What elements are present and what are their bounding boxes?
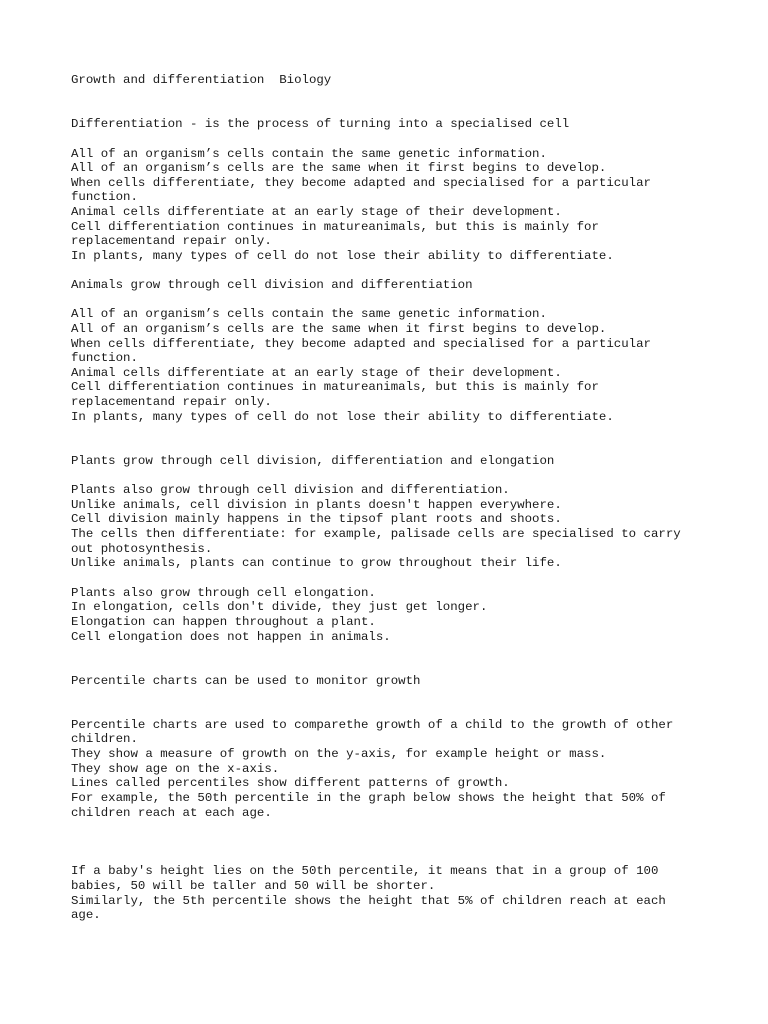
text-line: replacementand repair only. <box>71 234 272 248</box>
text-line: They show age on the x-axis. <box>71 762 280 776</box>
text-line: out photosynthesis. <box>71 542 213 556</box>
text-line: children reach at each age. <box>71 806 272 820</box>
text-line: function. <box>71 190 138 204</box>
text-line: For example, the 50th percentile in the graph below shows the height that 50% of <box>71 791 666 805</box>
section-heading-percentile: Percentile charts can be used to monitor growth <box>71 674 421 688</box>
text-line: They show a measure of growth on the y-axis, for example height or mass. <box>71 747 607 761</box>
text-line: Cell elongation does not happen in animals. <box>71 630 391 644</box>
text-line: children. <box>71 732 138 746</box>
text-line: Lines called percentiles show different patterns of growth. <box>71 776 510 790</box>
text-line: The cells then differentiate: for example, palisade cells are specialised to carry <box>71 527 681 541</box>
text-line: When cells differentiate, they become adapted and specialised for a particular <box>71 176 651 190</box>
text-line: When cells differentiate, they become adapted and specialised for a particular <box>71 337 651 351</box>
text-line: Animal cells differentiate at an early stage of their development. <box>71 366 562 380</box>
text-line: Cell division mainly happens in the tipsof plant roots and shoots. <box>71 512 562 526</box>
text-line: Unlike animals, plants can continue to grow throughout their life. <box>71 556 562 570</box>
text-line: replacementand repair only. <box>71 395 272 409</box>
section-heading-differentiation: Differentiation - is the process of turning into a specialised cell <box>71 117 570 131</box>
text-line: Animal cells differentiate at an early stage of their development. <box>71 205 562 219</box>
text-line: Similarly, the 5th percentile shows the height that 5% of children reach at each <box>71 894 666 908</box>
text-line: Percentile charts are used to comparethe growth of a child to the growth of other <box>71 718 674 732</box>
text-line: All of an organism’s cells contain the same genetic information. <box>71 147 547 161</box>
text-line: function. <box>71 351 138 365</box>
section-heading-animals: Animals grow through cell division and differentiation <box>71 278 473 292</box>
text-line: All of an organism’s cells are the same when it first begins to develop. <box>71 161 607 175</box>
section-heading-plants: Plants grow through cell division, differentiation and elongation <box>71 454 555 468</box>
text-line: In plants, many types of cell do not lose their ability to differentiate. <box>71 249 614 263</box>
text-line: Cell differentiation continues in matureanimals, but this is mainly for <box>71 380 599 394</box>
text-line: If a baby's height lies on the 50th percentile, it means that in a group of 100 <box>71 864 659 878</box>
text-line: age. <box>71 908 101 922</box>
text-line: All of an organism’s cells are the same when it first begins to develop. <box>71 322 607 336</box>
text-line: Plants also grow through cell elongation. <box>71 586 376 600</box>
text-line: All of an organism’s cells contain the same genetic information. <box>71 307 547 321</box>
document-title: Growth and differentiation Biology <box>71 73 332 87</box>
text-line: babies, 50 will be taller and 50 will be shorter. <box>71 879 436 893</box>
text-line: Unlike animals, cell division in plants doesn't happen everywhere. <box>71 498 562 512</box>
text-line: Plants also grow through cell division and differentiation. <box>71 483 510 497</box>
text-line: In elongation, cells don't divide, they just get longer. <box>71 600 488 614</box>
text-line: Cell differentiation continues in matureanimals, but this is mainly for <box>71 220 599 234</box>
text-line: In plants, many types of cell do not lose their ability to differentiate. <box>71 410 614 424</box>
text-line: Elongation can happen throughout a plant. <box>71 615 376 629</box>
